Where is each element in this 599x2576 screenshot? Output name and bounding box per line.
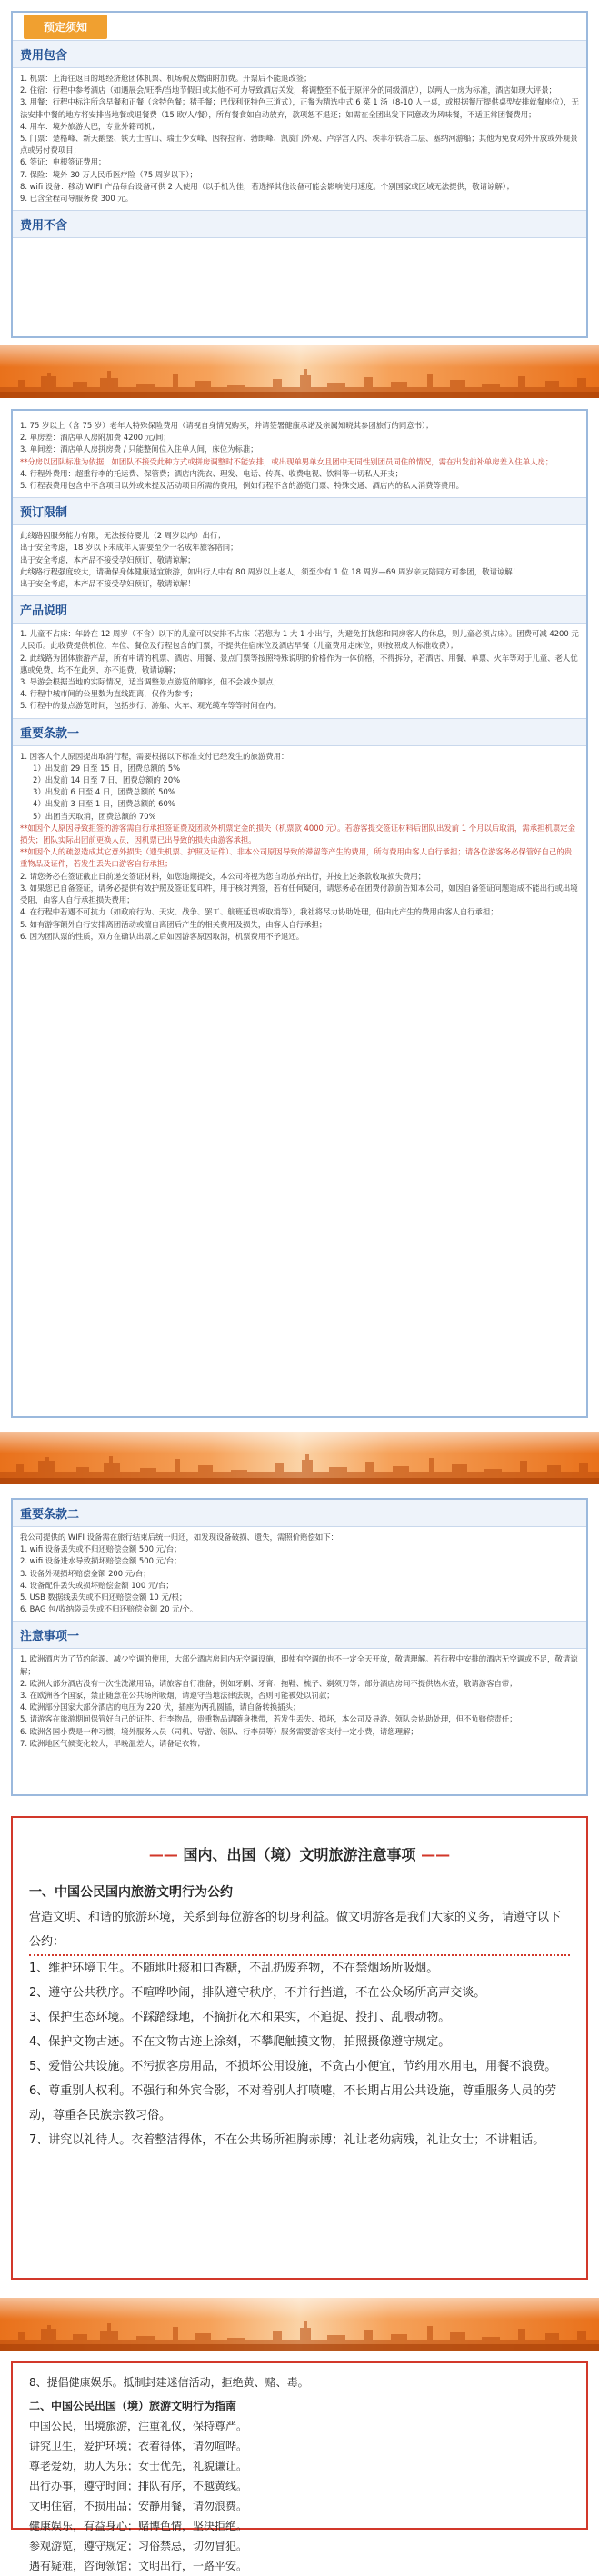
list-item: 2. 单房差：酒店单人房附加费 4200 元/间； bbox=[20, 433, 171, 443]
list-item: 5. 行程中的景点游览时间，包括步行、游船、火车、观光缆车等等时间在内。 bbox=[20, 701, 282, 711]
list-item: 4. 行程外费用：超重行李的托运费、保管费；酒店内洗衣、理发、电话、传真、收费电视、饮料等一切私人开支； bbox=[20, 468, 404, 478]
list-item: 3. 设备外观损坏赔偿金额 200 元/台； bbox=[20, 1568, 151, 1578]
list-item: 出于安全考虑，本产品不接受孕妇预订，敬请谅解！ bbox=[20, 579, 195, 589]
city-banner-1 bbox=[0, 345, 599, 398]
booking-info-panel-2 bbox=[11, 409, 588, 1418]
product-desc-list bbox=[13, 624, 586, 717]
list-item: 7、讲究以礼待人。衣着整洁得体，不在公共场所袒胸赤膊；礼让老幼病残，礼让女士；不讲粗话。 bbox=[29, 2133, 545, 2147]
list-item: 5. 请游客在旅游期间保管好自己的证件、行李物品，贵重物品请随身携带，若发生丢失、损坏，本公司及导游、领队会协助处理，但不负赔偿责任； bbox=[20, 1714, 517, 1724]
booking-info-panel-3 bbox=[11, 1498, 588, 1796]
section-heading: 二、中国公民出国（境）旅游文明行为指南 bbox=[29, 2400, 237, 2412]
list-item: 6. 签证：申根签证费用； bbox=[20, 157, 106, 167]
list-item: 1. 欧洲酒店为了节约能源、减少空调的使用，大部分酒店房间内无空调设施，即使有空调的也不一定全天开放，敬请理解。若行程中安排的酒店无空调或不足，敬请谅解； bbox=[20, 1654, 578, 1676]
list-item: 5. USB 数据线丢失或不归还赔偿金额 10 元/根； bbox=[20, 1593, 187, 1603]
list-item: 8. wifi 设备：移动 WIFI 产品每台设备可供 2 人使用（以手机为佳，若选择其他设备可能会影响使用速度。个别国家或区域无法提供，敬请谅解）； bbox=[20, 181, 514, 191]
city-skyline-icon bbox=[0, 1453, 599, 1484]
list-item: 9. 已含全程司导服务费 300 元。 bbox=[20, 194, 134, 204]
section-title-fee-exclude: 费用不含 bbox=[13, 210, 586, 238]
list-item: 4. 用车：境外旅游大巴，专业外籍司机； bbox=[20, 121, 160, 131]
list-item: 2. 此线路为团体旅游产品，所有申请的机票、酒店、用餐、景点门票等按照特殊说明的价格作为一体价格，不得拆分，若酒店、用餐、单票、火车等对于儿童、老人优惠或免费，均不在此列，亦不退费，敬请谅解； bbox=[20, 653, 578, 674]
list-item: 1. wifi 设备丢失或不归还赔偿金额 500 元/台； bbox=[20, 1544, 182, 1554]
tab-booking-notice[interactable]: 预定须知 bbox=[24, 15, 107, 39]
list-item: 2. wifi 设备进水导致损坏赔偿金额 500 元/台； bbox=[20, 1556, 182, 1566]
list-item: 3. 在欧洲各个国家，禁止随意在公共场所吸烟，请遵守当地法律法规，否则可能被处以罚款； bbox=[20, 1691, 334, 1701]
list-item: 4、保护文物古迹。不在文物古迹上涂刻，不攀爬触摸文物，拍照摄像遵守规定。 bbox=[29, 2035, 451, 2049]
list-item: 5、爱惜公共设施。不污损客房用品，不损坏公用设施，不贪占小便宜，节约用水用电，用餐不浪费。 bbox=[29, 2060, 557, 2073]
list-item: 5）出团当天取消，团费总额的 70% bbox=[33, 811, 156, 821]
list-item: 1、维护环境卫生。不随地吐痰和口香糖，不乱扔废弃物，不在禁烟场所吸烟。 bbox=[29, 1962, 439, 1975]
fee-exclude-list bbox=[13, 411, 586, 497]
guideline-line: 中国公民，出境旅游，注重礼仪，保持尊严。 bbox=[29, 2420, 248, 2432]
city-skyline-icon bbox=[0, 2320, 599, 2351]
guideline-line: 出行办事，遵守时间；排队有序，不越黄线。 bbox=[29, 2480, 248, 2492]
list-item: 7. 保险：境外 30 万人民币医疗险（75 周岁以下）； bbox=[20, 169, 197, 179]
list-item: 5. 如有游客额外自行安排离团活动或擅自离团后产生的相关费用及损失，由客人自行承担； bbox=[20, 919, 327, 929]
list-item: 此线路因服务能力有限，无法接待婴儿（2 周岁以内）出行； bbox=[20, 531, 225, 541]
city-skyline-icon bbox=[0, 367, 599, 398]
list-item: 5. 行程表费用包含中不含项目以外或未提及活动项目所需的费用，例如行程不含的游览门票、特殊交通、酒店内的私人消费等费用。 bbox=[20, 481, 464, 491]
list-item: 出于安全考虑，18 岁以下未成年人需要至少一名成年旅客陪同； bbox=[20, 543, 238, 553]
guideline-line: 遇有疑难，咨询领馆；文明出行，一路平安。 bbox=[29, 2560, 248, 2572]
list-item: 6. 因为团队票的性质，双方在确认出票之后如因游客原因取消，机票费用不予退还。 bbox=[20, 931, 304, 941]
notice-list bbox=[13, 1649, 586, 1755]
list-item: 我公司提供的 WIFI 设备需在旅行结束后统一归还，如发现设备破损、遗失，需照价赔偿如下： bbox=[20, 1533, 338, 1542]
list-item: **分房以团队标准为依据，如团队不接受此种方式或拼房调整时不能安排，或出现单男单女且团中无同性别团员同住的情况，需在出发前补单房差入住单人房； bbox=[20, 456, 554, 466]
guideline-line: 讲究卫生，爱护环境；衣着得体，请勿喧哗。 bbox=[29, 2440, 248, 2452]
list-item: 3）出发前 6 日至 4 日，团费总额的 50% bbox=[33, 787, 175, 797]
section-heading: 一、中国公民国内旅游文明行为公约 bbox=[29, 1885, 233, 1900]
list-item: 2、遵守公共秩序。不喧哗吵闹，排队遵守秩序，不并行挡道，不在公众场所高声交谈。 bbox=[29, 1986, 486, 2000]
list-item: 5. 门票：楚格峰、新天鹅堡、铁力士雪山、瑞士少女峰、因特拉肯、勃朗峰、凯旋门外观、卢浮宫入内、埃菲尔铁塔二层、塞纳河游船；其他为免费对外开放或外观景点或另付费项目； bbox=[20, 134, 578, 155]
city-banner-3 bbox=[0, 2298, 599, 2351]
list-item: 1. 机票：上海往返目的地经济舱团体机票、机场税及燃油附加费。开票后不能退改签； bbox=[20, 74, 312, 83]
list-item: 6. BAG 包/收纳袋丢失或不归还赔偿金额 20 元/个。 bbox=[20, 1604, 198, 1614]
list-item: 4）出发前 3 日至 1 日，团费总额的 60% bbox=[33, 799, 175, 809]
guideline-line: 尊老爱幼，助人为乐；女士优先，礼貌谦让。 bbox=[29, 2460, 248, 2472]
list-item: 4. 欧洲部分国家大部分酒店的电压为 220 伏，插座为两孔圆插，请自备转换插头； bbox=[20, 1702, 301, 1712]
list-item: **如因个人原因导致拒签的游客需自行承担签证费及团款外机票定金的损失（机票款 4000 元）。若游客提交签证材料后团队出发前 1 个月以后取消，需承担机票定金损失；团队实际出团前更换人员，因机票已出导致的损失由游客承担。 bbox=[20, 823, 575, 845]
fee-include-list bbox=[13, 68, 586, 210]
wifi-compensation-list bbox=[13, 1527, 586, 1621]
tab-header bbox=[13, 13, 586, 40]
list-item: 2. 欧洲大部分酒店没有一次性洗漱用品，请旅客自行准备，例如牙刷、牙膏、拖鞋、梳子、剃须刀等；部分酒店房间不提供热水壶，敬请游客自带； bbox=[20, 1678, 517, 1688]
list-item: 8、提倡健康娱乐。抵制封建迷信活动，拒绝黄、赌、毒。 bbox=[29, 2376, 309, 2389]
section-title-important-1: 重要条款一 bbox=[13, 718, 586, 746]
list-item: 1. 75 岁以上（含 75 岁）老年人特殊保险费用（请视自身情况购买，并请签署健康承诺及亲属知晓其参团旅行的同意书）； bbox=[20, 421, 434, 430]
etiquette-title-text: 国内、出国（境）文明旅游注意事项 bbox=[183, 1846, 416, 1863]
list-item: 1. 因客人个人原因提出取消行程，需要根据以下标准支付已经发生的旅游费用： bbox=[20, 751, 289, 761]
list-item: 3、保护生态环境。不踩踏绿地，不摘折花木和果实，不追捉、投打、乱喂动物。 bbox=[29, 2011, 451, 2024]
domestic-convention bbox=[13, 1881, 586, 1954]
section-title-notice-1: 注意事项一 bbox=[13, 1621, 586, 1649]
etiquette-box-2 bbox=[11, 2361, 588, 2572]
list-item: 6. 欧洲各国小费是一种习惯，境外服务人员（司机、导游、领队、行李员等）服务需要游客支付一定小费，请您理解； bbox=[20, 1726, 418, 1736]
list-item: 2）出发前 14 日至 7 日，团费总额的 20% bbox=[33, 775, 181, 785]
list-item: 3. 单间差：酒店单人房拼房费 / 只能整间位入住单人间，床位为标准； bbox=[20, 444, 258, 454]
city-banner-2 bbox=[0, 1432, 599, 1484]
list-item: 3. 导游会根据当地的实际情况，适当调整景点游览的顺序，但不会减少景点； bbox=[20, 677, 282, 687]
booking-limit-list bbox=[13, 525, 586, 595]
booking-info-panel-1 bbox=[11, 11, 588, 338]
list-item: 7. 欧洲地区气候变化较大，早晚温差大，请备足衣物； bbox=[20, 1738, 205, 1748]
guideline-line: 参观游览，遵守规定；习俗禁忌，切勿冒犯。 bbox=[29, 2540, 248, 2552]
section-title-fee-include: 费用包含 bbox=[13, 40, 586, 68]
guideline-line: 健康娱乐，有益身心；赌博色情，坚决拒绝。 bbox=[29, 2520, 248, 2532]
list-item: 3. 用餐：行程中标注所含早餐和正餐（含特色餐；猪手餐；巴伐利亚特色三道式），正餐为精选中式 6 菜 1 汤（8-10 人一桌，或根据餐厅提供桌型安排就餐座位），无法安排中餐的地方将安排当地餐或退餐费（15 欧/人/餐），所有餐食如自动放弃，款项恕不退还；如需在全团出发下同意改为风味餐，不适正常团餐费用； bbox=[20, 97, 579, 119]
list-item: 4. 行程中城市间的公里数为直线距离，仅作为参考； bbox=[20, 689, 197, 699]
section-title-important-2: 重要条款二 bbox=[13, 1500, 586, 1527]
list-item: 4. 在行程中若遇不可抗力（如政府行为、天灾、战争、罢工、航班延误或取消等），我社将尽力协助处理，但由此产生的费用由客人自行承担； bbox=[20, 907, 498, 917]
list-item: 6、尊重别人权利。不强行和外宾合影，不对着别人打喷嚏，不长期占用公共设施，尊重服务人员的劳动，尊重各民族宗教习俗。 bbox=[29, 2084, 557, 2122]
section-title-booking-limit: 预订限制 bbox=[13, 497, 586, 525]
list-item: 2. 请您务必在签证截止日前递交签证材料，如您逾期提交，本公司将视为您自动放弃出行，并按上述条款收取损失费用； bbox=[20, 871, 426, 881]
etiquette-title: —— 国内、出国（境）文明旅游注意事项 —— bbox=[148, 1846, 451, 1863]
section-title-product-desc: 产品说明 bbox=[13, 595, 586, 624]
list-item: 3. 如果您已自备签证，请务必提供有效护照及签证复印件，用于核对判签，若有任何疑问，请您务必在团费付款前告知本公司，如因自备签证问题造成不能出行或出境受阻，由客人自行承担损失费用； bbox=[20, 883, 578, 905]
list-item: 2. 住宿：行程中参考酒店（如遇展会/旺季/当地节假日或其他不可力导致酒店关发，将调整至不低于原评分的同级酒店），以两人一房为标准，酒店如现大评景； bbox=[20, 85, 556, 95]
etiquette-continued bbox=[13, 2363, 586, 2576]
intro-text: 营造文明、和谐的旅游环境，关系到每位游客的切身利益。做文明游客是我们大家的义务，请遵守以下公约： bbox=[29, 1911, 562, 1949]
important-terms-list bbox=[13, 746, 586, 948]
list-item: 此线路行程强度较大，请确保身体健康适宜旅游，如出行人中有 80 周岁以上老人，须至少有 1 位 18 周岁—69 周岁亲友陪同方可参团，敬请谅解！ bbox=[20, 566, 521, 576]
list-item: 出于安全考虑，本产品不接受孕妇预订，敬请谅解； bbox=[20, 554, 195, 564]
guideline-line: 文明住宿，不损用品；安静用餐，请勿浪费。 bbox=[29, 2500, 248, 2512]
list-item: 4. 设备配件丢失或损坏赔偿金额 100 元/台； bbox=[20, 1580, 174, 1590]
etiquette-box-1 bbox=[11, 1816, 588, 2280]
list-item: 1）出发前 29 日至 15 日，团费总额的 5% bbox=[33, 763, 181, 773]
list-item: 1. 儿童不占床：年龄在 12 周岁（不含）以下的儿童可以安排不占床（若您为 1 大 1 小出行，为避免打扰您和同房客人的休息，则儿童必须占床）。团费可减 4200 元人民币。此收费提供机位、车位、餐位及行程包含的门票，不提供住宿床位及酒店早餐（儿童费用走床位，则按照成人标准收费）； bbox=[20, 629, 579, 651]
convention-items bbox=[13, 1956, 586, 2152]
list-item: **如因个人的疏忽造成其它意外损失（遗失机票、护照及证件）、非本公司原因导致的滞留等产生的费用，所有费用由客人自行承担；请各位游客务必保管好自己的贵重物品及证件，若发生丢失由游客自行承担； bbox=[20, 847, 573, 869]
